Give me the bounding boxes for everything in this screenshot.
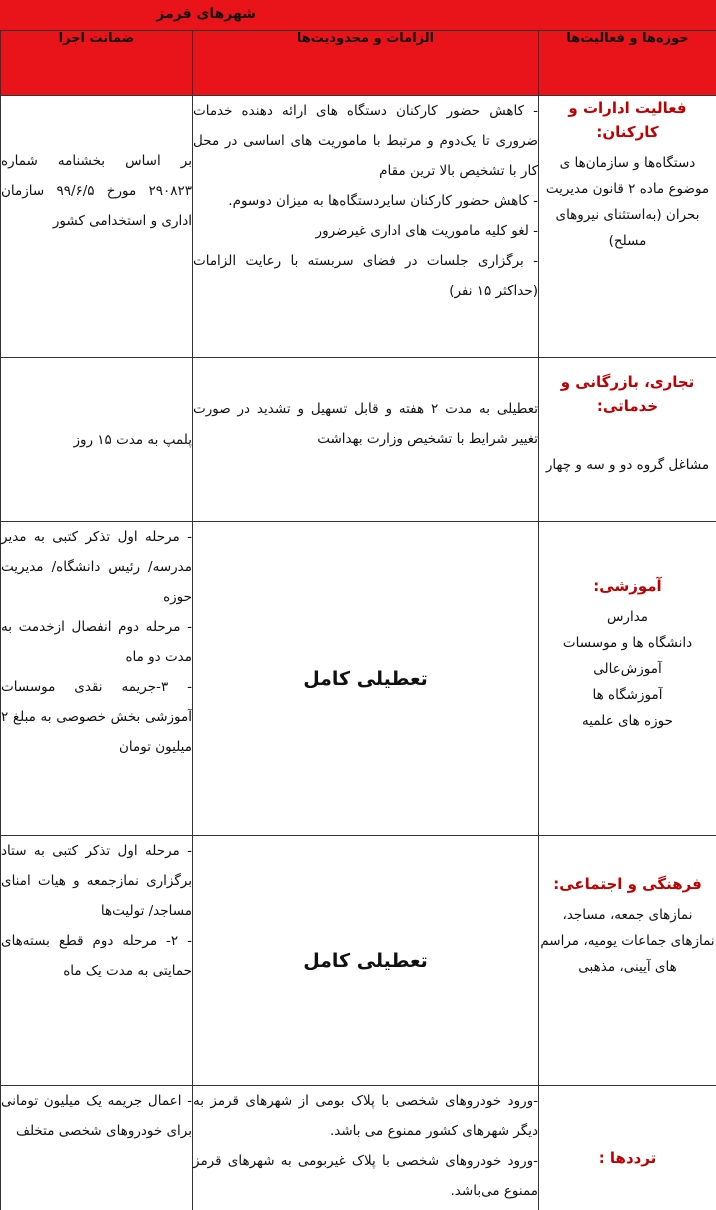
guarantee-item: - ۳-جریمه نقدی موسسات آموزشی بخش خصوصی به مبلغ ۲ میلیون تومان (1, 679, 192, 755)
domain-title: فعالیت ادارات و کارکنان: (568, 99, 687, 141)
rule-item: -ورود خودروهای شخصی با پلاک بومی از شهرهای قرمز به دیگر شهرهای کشور ممنوع می باشد. (193, 1093, 538, 1139)
restrictions-table (0, 30, 716, 1210)
table-row (1, 836, 716, 1086)
domain-cell (539, 1086, 716, 1210)
domain-description: دستگاه‌ها و سازمان‌ها ی موضوع ماده ۲ قانون مدیریت بحران (به‌استثنای نیروهای مسلح) (545, 155, 710, 249)
table-row (1, 522, 716, 836)
rules-cell (193, 1086, 539, 1210)
rule-item: - کاهش حضور کارکنان دستگاه های ارائه دهنده خدمات ضروری تا یک‌دوم و مرتبط با ماموریت های اساسی در محل کار با تشخیص بالا ترین مقام (193, 103, 538, 179)
full-closure-label: تعطیلی کامل (303, 949, 428, 972)
table-row (1, 96, 716, 358)
rules-cell (193, 836, 539, 1086)
header-title: شهرهای قرمز (156, 6, 256, 22)
rules-cell (193, 522, 539, 836)
table-row (1, 358, 716, 522)
guarantee-cell (1, 1086, 193, 1210)
domain-description: مدارس دانشگاه ها و موسسات آموزش‌عالی آموزشگاه ها حوزه های علمیه (562, 609, 693, 729)
table-row (1, 1086, 716, 1210)
domain-cell (539, 358, 716, 522)
guarantee-item: بر اساس بخشنامه شماره ۲۹۰۸۲۳ مورخ ۹۹/۶/۵ سازمان اداری و استخدامی کشور (1, 153, 192, 229)
domain-description: مشاغل گروه دو و سه و چهار (545, 457, 710, 473)
domain-cell (539, 836, 716, 1086)
guarantee-cell (1, 358, 193, 522)
rule-item: -ورود خودروهای شخصی با پلاک غیربومی به شهرهای قرمز ممنوع می‌باشد. (193, 1153, 538, 1199)
guarantee-item: - مرحله اول تذکر کتبی به مدیر مدرسه/ رئیس دانشگاه/ مدیریت حوزه (1, 529, 192, 605)
rule-item: - کاهش حضور کارکنان سایردستگاه‌ها به میزان دوسوم. (228, 193, 538, 209)
domain-cell (539, 96, 716, 358)
domain-title: ترددها : (598, 1149, 657, 1167)
guarantee-item: - ۲- مرحله دوم قطع بسته‌های حمایتی به مدت یک ماه (1, 933, 192, 979)
rule-item: تعطیلی به مدت ۲ هفته و قابل تسهیل و تشدید در صورت تغییر شرایط با تشخیص وزارت بهداشت (193, 401, 538, 447)
rules-cell (193, 96, 539, 358)
full-closure-label: تعطیلی کامل (303, 667, 428, 690)
domain-description: نمازهای جمعه، مساجد، نمازهای جماعات یومیه، مراسم های آیینی، مذهبی (540, 907, 715, 975)
guarantee-item: - اعمال جریمه یک میلیون تومانی برای خودروهای شخصی متخلف (1, 1093, 192, 1139)
rule-item: - برگزاری جلسات در فضای سربسته با رعایت الزامات (حداکثر ۱۵ نفر) (193, 253, 538, 299)
column-header-domain: حوزه‌ها و فعالیت‌ها (539, 31, 716, 96)
table-header-row (1, 31, 716, 96)
domain-title: آموزشی: (593, 577, 662, 595)
domain-title: تجاری، بازرگانی و خدماتی: (560, 373, 695, 415)
guarantee-item: - مرحله دوم انفصال ازخدمت به مدت دو ماه (1, 619, 192, 665)
guarantee-cell (1, 522, 193, 836)
guarantee-item: - مرحله اول تذکر کتبی به ستاد برگزاری نمازجمعه و هیات امنای مساجد/ تولیت‌ها (1, 843, 192, 919)
red-cities-header-bar (0, 0, 716, 31)
domain-cell (539, 522, 716, 836)
domain-title: فرهنگی و اجتماعی: (553, 875, 702, 893)
guarantee-cell (1, 96, 193, 358)
column-header-guarantee: ضمانت اجرا (1, 31, 193, 96)
guarantee-item: پلمپ به مدت ۱۵ روز (73, 431, 192, 448)
guarantee-cell (1, 836, 193, 1086)
rules-cell (193, 358, 539, 522)
rule-item: - لغو کلیه ماموریت های اداری غیرضرور (315, 223, 538, 239)
column-header-rules: الزامات و محدودیت‌ها (193, 31, 539, 96)
